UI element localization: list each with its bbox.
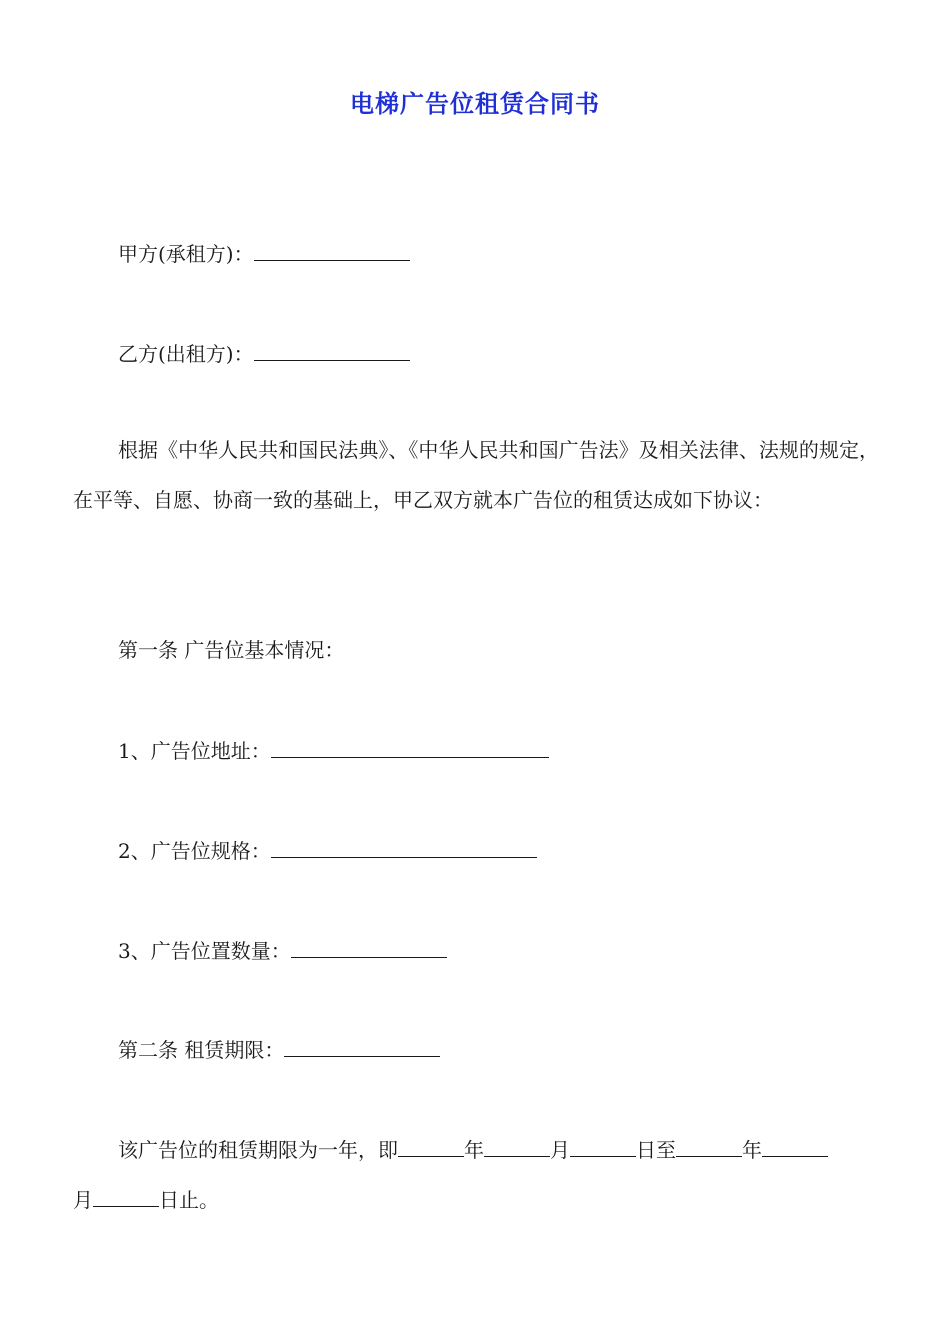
start-year-label: 年 [464,1138,484,1162]
end-month-blank-part1[interactable] [762,1134,828,1157]
end-day-blank[interactable] [93,1184,159,1207]
article2-blank[interactable] [284,1034,440,1057]
item3-line [118,935,447,965]
document-title: 电梯广告位租赁合同书 [350,89,600,118]
item1-blank[interactable] [271,735,549,758]
item3-label: 3、广告位置数量： [118,939,291,963]
item2-line [118,835,537,865]
party-a-blank[interactable] [254,238,410,261]
party-a-line [118,238,410,268]
term-line-1 [118,1134,828,1164]
start-year-blank[interactable] [398,1134,464,1157]
start-month-blank[interactable] [484,1134,550,1157]
start-day-label: 日至 [636,1138,676,1162]
term-line-2 [73,1184,219,1214]
end-year-label: 年 [742,1138,762,1162]
term-text: 该广告位的租赁期限为一年，即 [118,1138,398,1162]
start-month-label: 月 [550,1138,570,1162]
item1-label: 1、广告位地址： [118,739,271,763]
party-b-blank[interactable] [254,338,410,361]
party-b-label: 乙方(出租方)： [118,342,254,366]
preamble-paragraph: 根据《中华人民共和国民法典》、《中华人民共和国广告法》及相关法律、法规的规定，在平等、自愿、协商一致的基础上，甲乙双方就本广告位的租赁达成如下协议： [73,438,879,512]
party-b-line [118,338,410,368]
article2-line [118,1034,440,1064]
item1-line [118,735,549,765]
party-a-label: 甲方(承租方)： [118,242,254,266]
article2-heading: 第二条 租赁期限： [118,1038,285,1062]
end-month-label: 月 [73,1188,93,1212]
end-year-blank[interactable] [676,1134,742,1157]
start-day-blank[interactable] [570,1134,636,1157]
item3-blank[interactable] [291,935,447,958]
item2-label: 2、广告位规格： [118,839,271,863]
end-day-label: 日止。 [159,1188,219,1212]
item2-blank[interactable] [271,835,537,858]
article1-heading: 第一条 广告位基本情况： [118,638,345,662]
